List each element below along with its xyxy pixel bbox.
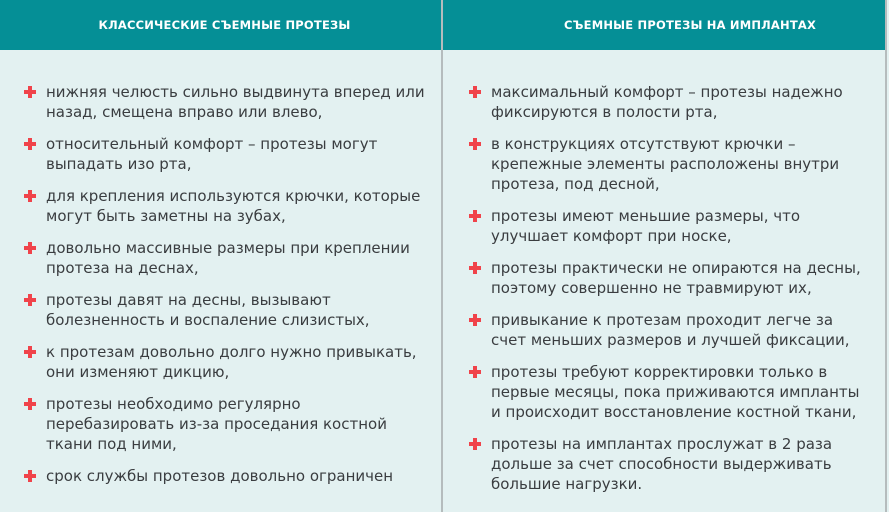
list-item: относительный комфорт – протезы могут выпадать изо рта,: [0, 134, 441, 174]
list-item: протезы имеют меньшие размеры, что улучшает комфорт при носке,: [443, 206, 885, 246]
list-item: довольно массивные размеры при креплении протеза на деснах,: [0, 238, 441, 278]
list-item: протезы необходимо регулярно перебазировать из-за проседания костной ткани под ними,: [0, 394, 441, 454]
plus-cross-icon: [24, 190, 36, 202]
plus-cross-icon: [469, 314, 481, 326]
plus-cross-icon: [469, 438, 481, 450]
list-item: протезы требуют корректировки только в первые месяцы, пока приживаются импланты и происходит восстановление костной ткани,: [443, 362, 885, 422]
plus-cross-icon: [469, 86, 481, 98]
feature-list: [0, 50, 441, 486]
list-item: протезы давят на десны, вызывают болезненность и воспаление слизистых,: [0, 290, 441, 330]
plus-cross-icon: [24, 398, 36, 410]
list-item: к протезам довольно долго нужно привыкать, они изменяют дикцию,: [0, 342, 441, 382]
column-header: КЛАССИЧЕСКИЕ СЪЕМНЫЕ ПРОТЕЗЫ: [0, 0, 441, 50]
list-item: для крепления используются крючки, которые могут быть заметны на зубах,: [0, 186, 441, 226]
plus-cross-icon: [24, 470, 36, 482]
column-classic-dentures: [0, 0, 443, 512]
list-item: максимальный комфорт – протезы надежно фиксируются в полости рта,: [443, 82, 885, 122]
plus-cross-icon: [24, 86, 36, 98]
plus-cross-icon: [469, 262, 481, 274]
column-header: СЪЕМНЫЕ ПРОТЕЗЫ НА ИМПЛАНТАХ: [443, 0, 885, 50]
list-item: нижняя челюсть сильно выдвинута вперед или назад, смещена вправо или влево,: [0, 82, 441, 122]
plus-cross-icon: [469, 366, 481, 378]
list-item: привыкание к протезам проходит легче за счет меньших размеров и лучшей фиксации,: [443, 310, 885, 350]
plus-cross-icon: [24, 346, 36, 358]
feature-list: [443, 50, 885, 494]
plus-cross-icon: [24, 138, 36, 150]
plus-cross-icon: [469, 210, 481, 222]
list-item: протезы практически не опираются на десны, поэтому совершенно не травмируют их,: [443, 258, 885, 298]
plus-cross-icon: [469, 138, 481, 150]
column-implant-dentures: [443, 0, 887, 512]
plus-cross-icon: [24, 294, 36, 306]
list-item: в конструкциях отсутствуют крючки – крепежные элементы расположены внутри протеза, под десной,: [443, 134, 885, 194]
list-item: протезы на имплантах прослужат в 2 раза дольше за счет способности выдерживать большие нагрузки.: [443, 434, 885, 494]
list-item: срок службы протезов довольно ограничен: [0, 466, 441, 486]
plus-cross-icon: [24, 242, 36, 254]
